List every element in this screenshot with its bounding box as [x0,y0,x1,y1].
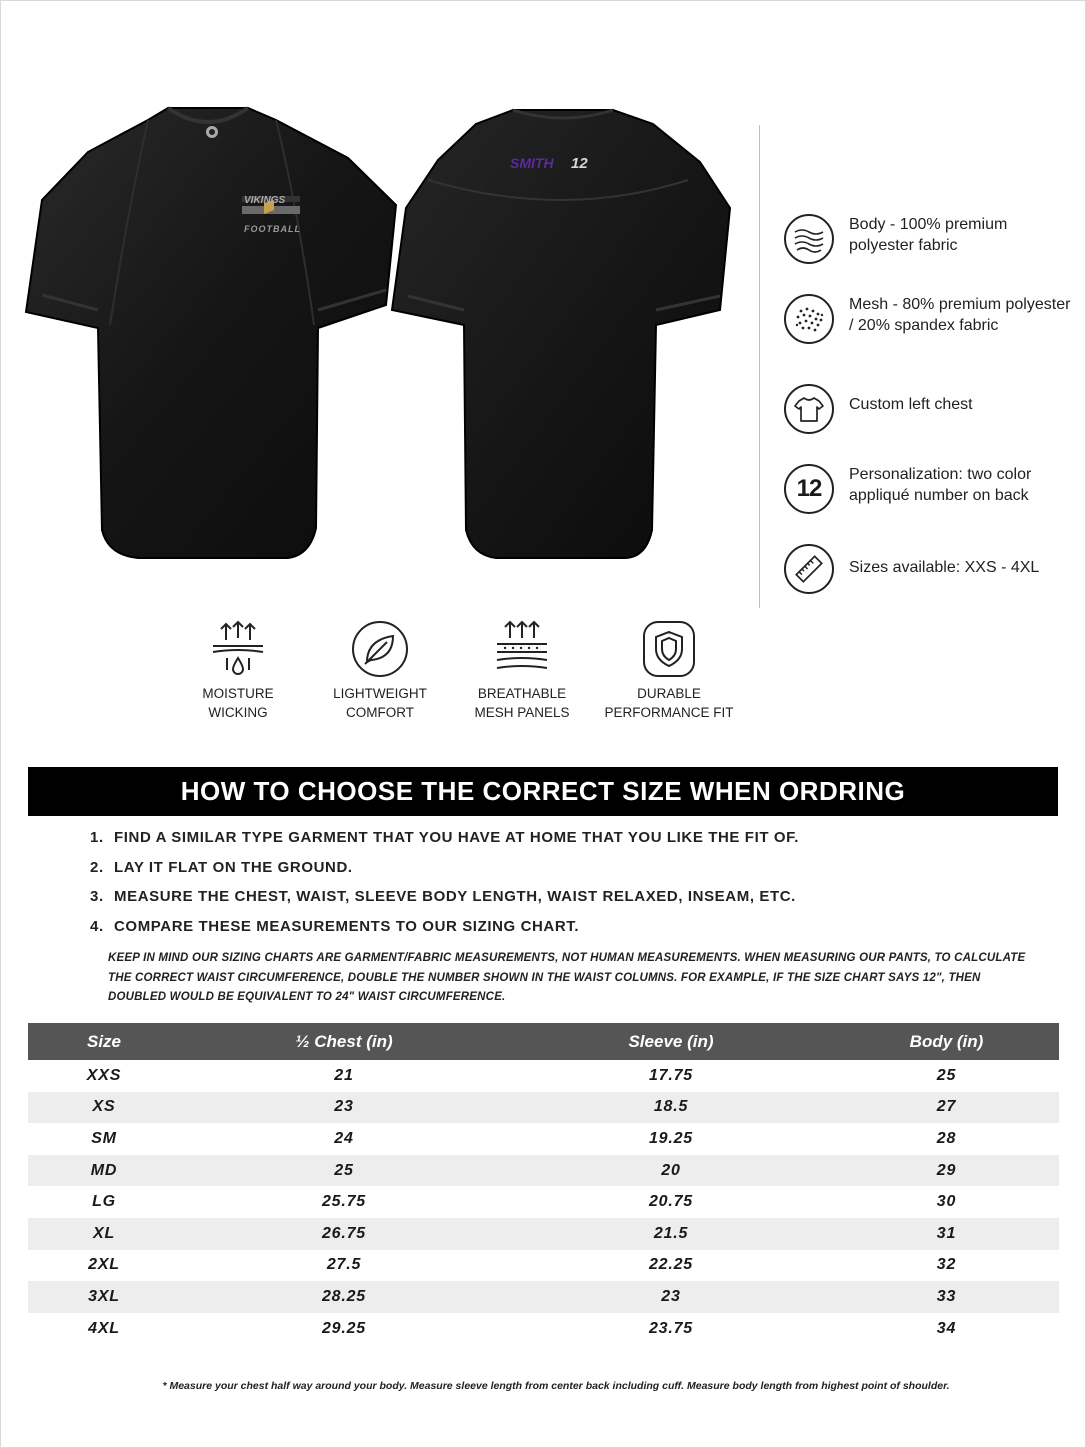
table-header-row [28,1023,1059,1060]
benefit-label-line2: PERFORMANCE FIT [604,705,734,720]
table-row: XXS 21 17.75 25 [86,1066,957,1084]
feature-text: Sizes available: XXS - 4XL [849,559,1040,576]
moisture-wicking-icon [207,618,269,680]
benefit-lightweight [305,618,455,722]
header-sleeve: Sleeve (in) [508,1023,834,1060]
feature-sizes [784,544,1074,594]
table-row: SM 24 19.25 28 [91,1129,957,1147]
feature-text: Mesh - 80% premium polyester / 20% spandex fabric [849,296,1071,334]
feature-personalization [784,464,1074,514]
back-number-text: 12 [571,155,588,172]
table-row: XS 23 18.5 27 [28,1092,1059,1124]
benefit-label-line1: LIGHTWEIGHT [333,686,427,701]
table-row: LG 25.75 20.75 30 [92,1193,957,1211]
measurement-note: KEEP IN MIND OUR SIZING CHARTS ARE GARMENT/FABRIC MEASUREMENTS, NOT HUMAN MEASUREMENTS. WHEN MEASURING OUR PANTS, TO CALCULATE THE CORRECT WAIST CIRCUMFERENCE, DOUBLE THE NUMBER SHOWN IN THE WAIST COLUMNS. FOR EXAMPLE, IF THE SIZE CHART SAYS 12", THEN DOUBLED WOULD BE EQUIVALENT TO 24" WAIST CIRCUMFERENCE. [108,952,1026,1003]
step-item: 1. FIND A SIMILAR TYPE GARMENT THAT YOU HAVE AT HOME THAT YOU LIKE THE FIT OF. [90,829,799,846]
back-shirt-image [388,100,740,590]
benefit-label-line1: BREATHABLE [477,686,567,701]
back-name-text: SMITH [510,155,554,171]
benefit-label-line1: DURABLE [637,686,701,701]
table-row: 3XL 28.25 23 33 [28,1281,1059,1313]
number-12-icon: 12 [784,464,834,514]
leaf-icon [349,618,411,680]
front-logo-top: VIKINGS [244,195,286,206]
benefit-durable [594,618,744,722]
feature-text: Custom left chest [849,396,973,413]
table-row: 4XL 29.25 23.75 34 [88,1319,957,1337]
header-body: Body (in) [834,1023,1059,1060]
header-half-chest: ½ Chest (in) [180,1023,508,1060]
footnote: * Measure your chest half way around your body. Measure sleeve length from center back including cuff. Measure body length from highest point of shoulder. [162,1380,950,1392]
feature-text: Body - 100% premium polyester fabric [849,216,1008,254]
tshirt-icon [784,384,834,434]
benefit-label-line2: MESH PANELS [474,705,570,720]
benefit-breathable [447,618,597,722]
table-row: XL 26.75 21.5 31 [28,1218,1059,1250]
step-item: 4. COMPARE THESE MEASUREMENTS TO OUR SIZING CHART. [90,917,580,935]
mesh-dots-icon [784,294,834,344]
benefit-label-line1: MOISTURE [202,686,274,701]
table-row: 2XL 27.5 22.25 32 [88,1256,957,1274]
step-item: 2. LAY IT FLAT ON THE GROUND. [90,858,353,876]
benefit-label-line2: WICKING [208,705,268,720]
front-shirt-image [18,100,398,590]
benefit-moisture-wicking [163,618,313,722]
step-item: 3. MEASURE THE CHEST, WAIST, SLEEVE BODY LENGTH, WAIST RELAXED, INSEAM, ETC. [90,888,796,905]
howto-steps [90,829,990,947]
feature-body-fabric [784,214,1074,264]
size-chart-table [28,1023,1059,1344]
front-logo-bottom: FOOTBALL [244,224,301,234]
fabric-waves-icon [784,214,834,264]
feature-left-chest [784,384,1074,434]
benefit-label-line2: COMFORT [346,705,414,720]
feature-text: Personalization: two color appliqué number on back [849,466,1032,504]
shield-icon [638,618,700,680]
breathable-mesh-icon [491,618,553,680]
howto-heading: HOW TO CHOOSE THE CORRECT SIZE WHEN ORDRING [28,767,1058,816]
table-row: MD 25 20 29 [28,1155,1059,1187]
feature-mesh [784,294,1074,344]
ruler-icon [784,544,834,594]
header-size: Size [28,1023,180,1060]
vertical-divider [759,125,760,608]
